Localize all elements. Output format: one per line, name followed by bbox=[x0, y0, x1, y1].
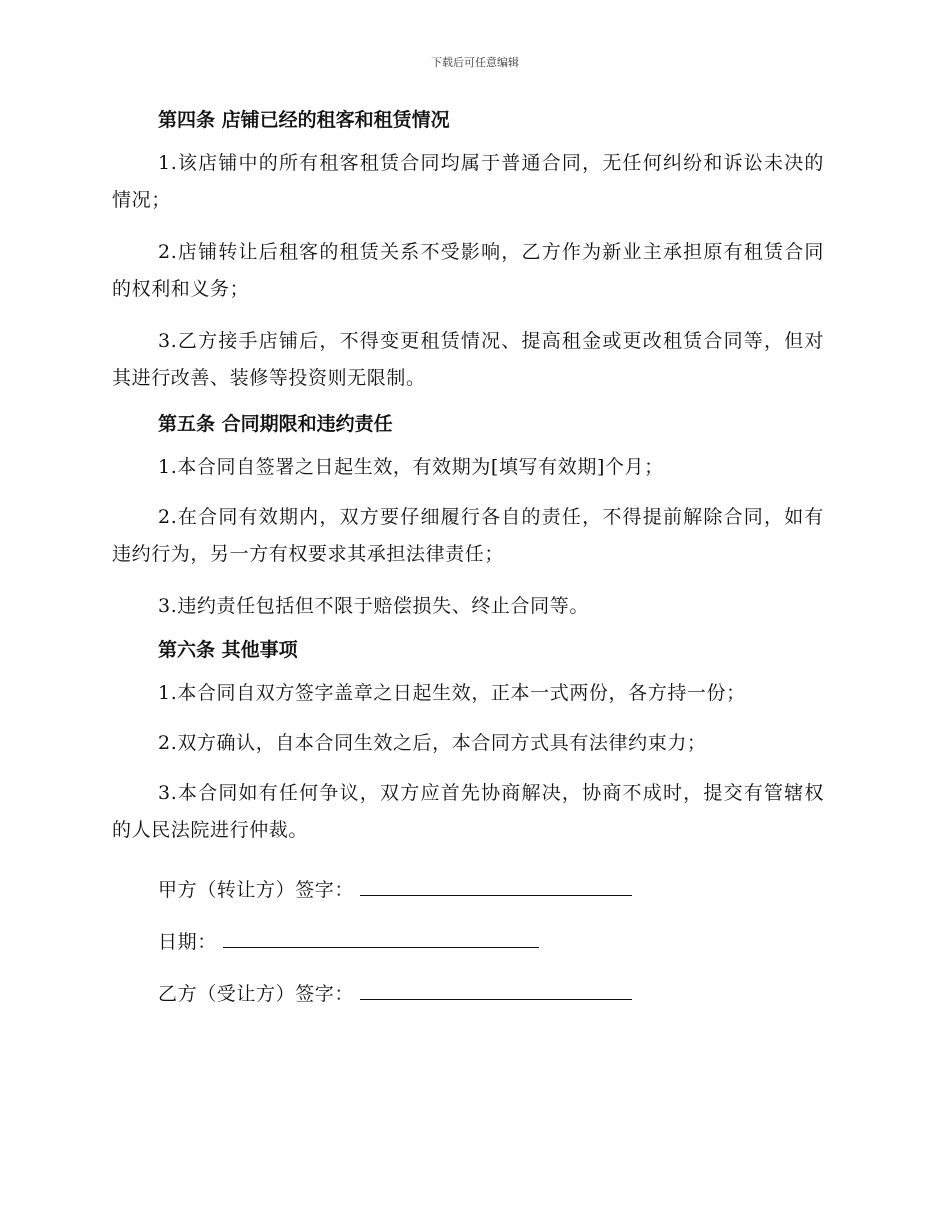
clause-4-1: 1.该店铺中的所有租客租赁合同均属于普通合同，无任何纠纷和诉讼未决的情况； bbox=[112, 152, 824, 211]
signature-party-a-label: 甲方（转让方）签字： bbox=[158, 879, 355, 901]
section-title-article-6: 第六条 其他事项 bbox=[158, 639, 298, 661]
signature-date-blank bbox=[223, 931, 539, 948]
clause-6-3: 3.本合同如有任何争议，双方应首先协商解决，协商不成时，提交有管辖权的人民法院进行仲裁。 bbox=[112, 782, 824, 841]
clause-5-1: 1.本合同自签署之日起生效，有效期为[填写有效期]个月； bbox=[158, 456, 664, 478]
section-title-article-5: 第五条 合同期限和违约责任 bbox=[158, 413, 393, 435]
clause-5-2: 2.在合同有效期内，双方要仔细履行各自的责任，不得提前解除合同，如有违约行为，另一方有权要求其承担法律责任； bbox=[112, 506, 824, 565]
clause-5-3: 3.违约责任包括但不限于赔偿损失、终止合同等。 bbox=[158, 595, 589, 617]
clause-4-2: 2.店铺转让后租客的租赁关系不受影响，乙方作为新业主承担原有租赁合同的权利和义务； bbox=[112, 241, 824, 300]
signature-party-a bbox=[112, 864, 824, 916]
clause-6-1: 1.本合同自双方签字盖章之日起生效，正本一式两份，各方持一份； bbox=[158, 682, 746, 704]
signature-party-b bbox=[112, 968, 824, 1020]
signature-date bbox=[112, 916, 824, 968]
clause-6-2: 2.双方确认，自本合同生效之后，本合同方式具有法律约束力； bbox=[158, 732, 707, 754]
header-note: 下载后可任意编辑 bbox=[431, 56, 519, 69]
contract-body bbox=[112, 108, 824, 1020]
clause-4-3: 3.乙方接手店铺后，不得变更租赁情况、提高租金或更改租赁合同等，但对其进行改善、装修等投资则无限制。 bbox=[112, 330, 824, 389]
signature-party-a-blank bbox=[360, 879, 632, 896]
section-title-article-4: 第四条 店铺已经的租客和租赁情况 bbox=[158, 109, 450, 131]
signature-party-b-blank bbox=[360, 983, 632, 1000]
signature-date-label: 日期： bbox=[158, 931, 217, 953]
signature-party-b-label: 乙方（受让方）签字： bbox=[158, 983, 355, 1005]
